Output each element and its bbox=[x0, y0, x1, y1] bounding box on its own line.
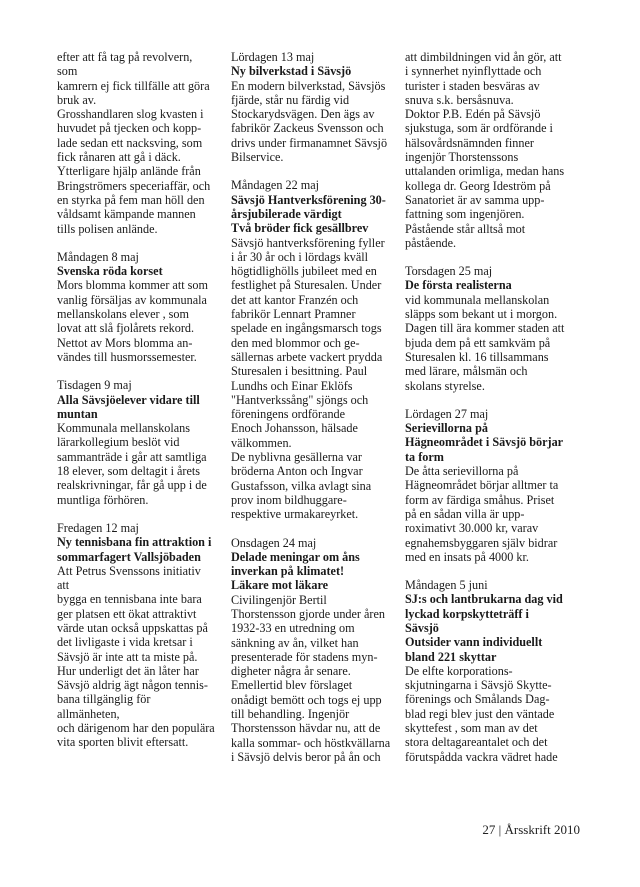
article-headline: Sävsjö Hantverksförening 30- årsjubilerade värdigt Två bröder fick gesällbrev bbox=[231, 192, 386, 236]
article-paragraph: Att Petrus Svenssons initiativ att bygga en tennisbana inte bara ger platsen ett ökat attraktivt värde utan också uppskattas på det livligaste i vida kretsar i Sävsjö är inte att ta miste på. Hur underligt det än låter har Sävsjö aldrig ägt någon tennis- bana tillgänglig för allmänheten, och därigenom har den populära vita sporten blivit eftersatt. bbox=[57, 563, 215, 750]
article-headline: Ny bilverkstad i Sävsjö bbox=[231, 64, 352, 79]
article-headline: Serievillorna på Hägneområdet i Sävsjö börjar ta form bbox=[405, 421, 564, 464]
article bbox=[405, 578, 577, 764]
article-paragraph: Ytterligare hjälp anlände från Bringströmers speceriaffär, och en styrka på fem man höll den våldsamt kämpande mannen tills polisen anlände. bbox=[57, 164, 211, 236]
article-headline: Ny tennisbana fin attraktion i sommarfagert Vallsjöbaden bbox=[57, 535, 212, 564]
article bbox=[231, 536, 391, 765]
article-date: Lördagen 27 maj bbox=[405, 406, 489, 421]
article-date: Torsdagen 25 maj bbox=[405, 264, 493, 279]
article-paragraph: Doktor P.B. Edén på Sävsjö sjukstuga, som är ordförande i hälsovårdsnämnden finner ingenjör Thorstenssons uttalanden orimliga, medan hans kollega dr. Georg Ideström på Sanatoriet är av samma upp- fattning som ingenjören. Påstående står alltså mot påstående. bbox=[405, 107, 565, 250]
article-headline: SJ:s och lantbrukarna dag vid lyckad korpskytteträff i Sävsjö Outsider vann individuellt bland 221 skyttar bbox=[405, 592, 563, 664]
article bbox=[405, 407, 577, 564]
article-date: Tisdagen 9 maj bbox=[57, 378, 132, 393]
article bbox=[57, 521, 215, 750]
article-paragraph: Grosshandlaren slog kvasten i huvudet på tjecken och kopp- lade sedan ett nacksving, som fick rånaren att gå i däck. bbox=[57, 107, 204, 165]
column-3 bbox=[405, 50, 577, 778]
article bbox=[57, 50, 215, 236]
article bbox=[57, 250, 215, 364]
article-headline: De första realisterna bbox=[405, 278, 512, 293]
article-paragraph: Kommunala mellanskolans lärarkollegium beslöt vid sammanträde i går att samtliga 18 elever, som deltagit i årets realskrivningar, får gå upp i de muntliga förhören. bbox=[57, 421, 207, 507]
page-footer: 27 | Årsskrift 2010 bbox=[482, 822, 580, 837]
article-headline: Svenska röda korset bbox=[57, 264, 163, 279]
article-headline: Delade meningar om åns inverkan på klimatet! Läkare mot läkare bbox=[231, 549, 360, 593]
article-paragraph: De åtta serievillorna på Hägneområdet börjar alltmer ta form av färdiga småhus. Priset på en sådan villa är upp- roximativt 30.000 kr, varav egnahemsbyggaren själv bidrar med en insats på 4000 kr. bbox=[405, 464, 559, 564]
article-paragraph: De elfte korporations- skjutningarna i Sävsjö Skytte- förenings och Smålands Dag- blad regi blev just den väntade skyttefest , som man av det stora deltagareantalet och det förutspådda vackra vädret hade bbox=[405, 663, 558, 764]
article-paragraph: Civilingenjör Bertil Thorstensson gjorde under åren 1932-33 en utredning om sänkning av ån, vilket han presenterade för stadens myn- digheter några år senare. Emellertid blev förslaget onådigt bemött och togs ej upp till behandling. Ingenjör Thorstensson hävdar nu, att de kalla sommar- och höstkvällarna i Sävsjö delvis beror på ån och bbox=[231, 592, 391, 764]
article-date: Onsdagen 24 maj bbox=[231, 535, 317, 550]
article bbox=[57, 378, 215, 507]
article-date: Lördagen 13 maj bbox=[231, 50, 315, 64]
article-date: Måndagen 22 maj bbox=[231, 178, 319, 193]
article bbox=[231, 178, 391, 521]
article-paragraph: Sävsjö hantverksförening fyller i år 30 år och i lördags kväll högtidlighölls jubileet med en festlighet på Sturesalen. Under det att kantor Franzén och fabrikör Lennart Pramner spelade en ingångsmarsch togs den med blommor och ge- sällernas arbete vackert prydda Sturesalen i besittning. Paul Lundhs och Einar Eklöfs "Hantverkssång" sjöngs och föreningens ordförande Enoch Johansson, hälsade välkommen. bbox=[231, 235, 385, 450]
article-paragraph: Mors blomma kommer att som vanlig försäljas av kommunala mellanskolans elever , som lovat att slå fjolårets rekord. Nettot av Mors blomma an- vändes till husmorssemester. bbox=[57, 278, 208, 364]
article-headline: Alla Sävsjöelever vidare till muntan bbox=[57, 392, 200, 421]
column-1 bbox=[57, 50, 215, 764]
article bbox=[405, 50, 577, 250]
article-paragraph: efter att få tag på revolvern, som kamrern ej fick tillfälle att göra bruk av. bbox=[57, 50, 210, 107]
article-paragraph: att dimbildningen vid ån gör, att i synnerhet nyinflyttade och turister i staden besväras av snuva s.k. bersåsnuva. bbox=[405, 50, 562, 107]
article-paragraph: En modern bilverkstad, Sävsjös fjärde, står nu färdig vid Stockarydsvägen. Den ägs av fabrikör Zackeus Svensson och drivs under firmanamnet Sävsjö Bilservice. bbox=[231, 78, 388, 165]
article-date: Måndagen 5 juni bbox=[405, 578, 488, 593]
article-date: Måndagen 8 maj bbox=[57, 249, 139, 264]
article-paragraph: De nyblivna gesällerna var bröderna Anton och Ingvar Gustafsson, vilka avlagt sina prov inom bildhuggare- respektive urmakareyrket. bbox=[231, 450, 372, 522]
article-date: Fredagen 12 maj bbox=[57, 520, 139, 535]
article-paragraph: vid kommunala mellanskolan släpps som bekant ut i morgon. Dagen till ära kommer staden att bjuda dem på ett samkväm på Sturesalen kl. 16 tillsammans med lärare, målsmän och skolans styrelse. bbox=[405, 292, 565, 393]
article bbox=[231, 50, 391, 164]
column-2 bbox=[231, 50, 391, 778]
article bbox=[405, 264, 577, 393]
